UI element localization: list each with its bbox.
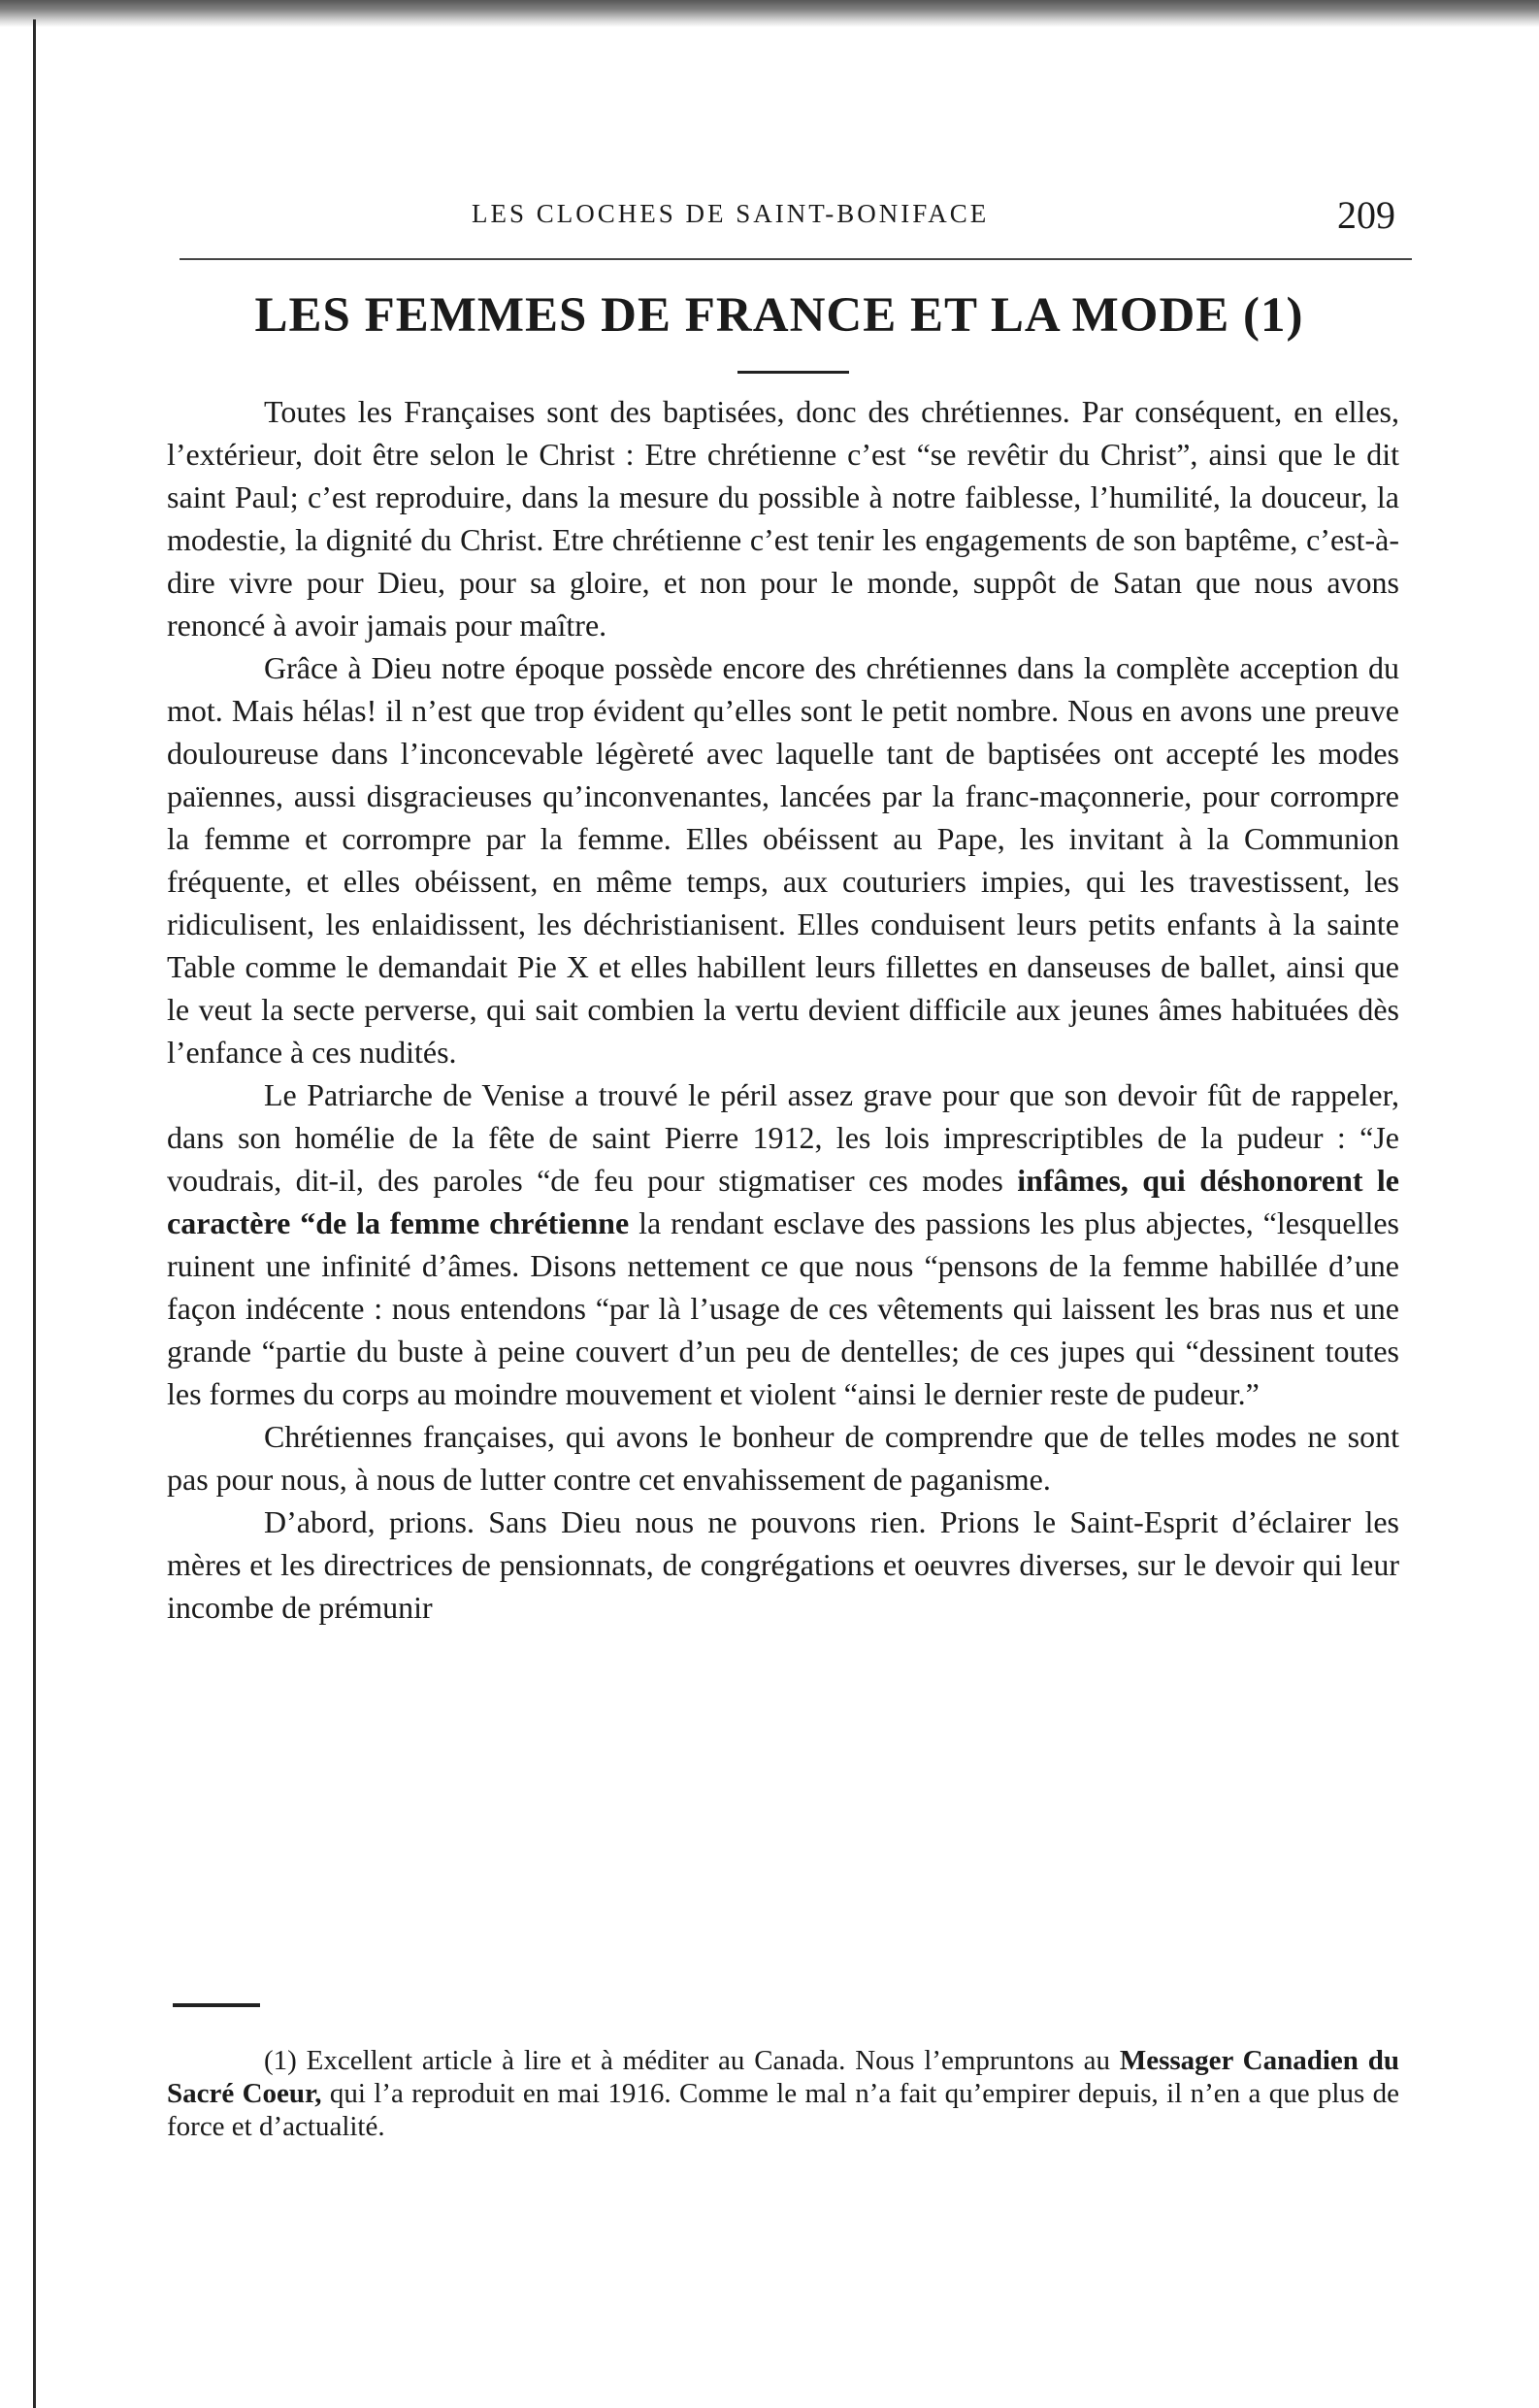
page-number: 209 xyxy=(1337,193,1395,237)
header-rule xyxy=(180,258,1412,260)
paragraph-5: D’abord, prions. Sans Dieu nous ne pouvons rien. Prions le Saint-Esprit d’éclairer les mères et les directrices de pensionnats, de congrégations et oeuvres diverses, sur le devoir qui leur incombe de prémunir xyxy=(167,1504,1399,1625)
quote-emphasis: infâmes, qui déshonorent le caractère “de la femme chrétienne xyxy=(167,1163,1400,1240)
footnote-text-start: (1) Excellent article à lire et à méditer au Canada. Nous l’empruntons au xyxy=(264,2045,1120,2076)
footnote-rule xyxy=(173,2003,260,2007)
paragraph-2: Grâce à Dieu notre époque possède encore des chrétiennes dans la complète acception du mot. Mais hélas! il n’est que trop évident qu’elles sont le petit nombre. Nous en avons une preuve douloureuse dans l’inconcevable légèreté avec laquelle tant de baptisées ont accepté les modes païennes, aussi disgracieuses qu’inconvenantes, lancées par la franc-maçonnerie, pour corrompre la femme et corrompre par la femme. Elles obéissent au Pape, les invitant à la Communion fréquente, et elles obéissent, en même temps, aux couturiers impies, qui les travestissent, les ridiculisent, les enlaidissent, les déchristianisent. Elles conduisent leurs petits enfants à la sainte Table comme le demandait Pie X et elles habillent leurs fillettes en danseuses de ballet, ainsi que le veut la secte perverse, qui sait combien la vertu devient difficile aux jeunes âmes habituées dès l’enfance à ces nudités. xyxy=(167,650,1399,1070)
scan-top-edge xyxy=(0,0,1539,27)
running-head: LES CLOCHES DE SAINT-BONIFACE xyxy=(472,199,990,228)
footnote-emphasis: Messager Canadien du Sacré Coeur, xyxy=(167,2045,1399,2109)
title-rule xyxy=(737,371,849,374)
footnote xyxy=(167,2044,1399,2143)
article-body xyxy=(167,390,1399,1629)
paragraph-4: Chrétiennes françaises, qui avons le bonheur de comprendre que de telles modes ne sont pas pour nous, à nous de lutter contre cet envahissement de paganisme. xyxy=(167,1419,1399,1497)
quote-text-end: la rendant esclave des passions les plus abjectes, “lesquelles ruinent une infinité d’âmes. Disons nettement ce que nous “pensons de la femme habillée d’une façon indécente : nous entendons “par là l’usage de ces vêtements qui laissent les bras nus et une grande “partie du buste à peine couvert d’un peu de dentelles; de ces jupes qui “dessinent toutes les formes du corps au moindre mouvement et violent “ainsi le dernier reste de pudeur.” xyxy=(167,1205,1400,1411)
paragraph-quote xyxy=(167,1073,1399,1415)
article-title: LES FEMMES DE FRANCE ET LA MODE (1) xyxy=(254,288,1304,343)
footnote-text-end: qui l’a reproduit en mai 1916. Comme le mal n’a fait qu’empirer depuis, il n’en a que plus de force et d’actualité. xyxy=(167,2078,1399,2142)
paragraph-1: Toutes les Françaises sont des baptisées, donc des chrétiennes. Par conséquent, en elles, l’extérieur, doit être selon le Christ : Etre chrétienne c’est “se revêtir du Christ”, ainsi que le dit saint Paul; c’est reproduire, dans la mesure du possible à notre faiblesse, l’humilité, la douceur, la modestie, la dignité du Christ. Etre chrétienne c’est tenir les engagements de son baptême, c’est-à-dire vivre pour Dieu, pour sa gloire, et non pour le monde, suppôt de Satan que nous avons renoncé à avoir jamais pour maître. xyxy=(167,394,1399,643)
quote-text-start: Le Patriarche de Venise a trouvé le péril assez grave pour que son devoir fût de rappeler, dans son homélie de la fête de saint Pierre 1912, les lois imprescriptibles de la pudeur : “Je voudrais, dit-il, des paroles “de feu pour stigmatiser ces modes xyxy=(167,1077,1399,1198)
page-binding-edge xyxy=(33,19,36,2408)
